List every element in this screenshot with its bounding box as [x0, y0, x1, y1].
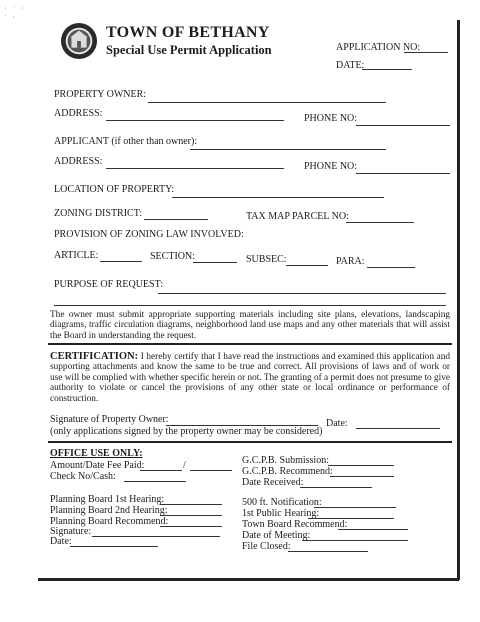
gcpb-recommend-label: G.C.P.B. Recommend: — [242, 466, 333, 477]
date-label: DATE: — [336, 60, 365, 71]
office-use-heading: OFFICE USE ONLY: — [50, 448, 143, 459]
address2-field[interactable] — [106, 168, 284, 169]
gcpb-submission-field[interactable] — [328, 465, 394, 466]
fee-amount-field[interactable] — [140, 470, 182, 471]
pb-2nd-hearing-label: Planning Board 2nd Hearing: — [50, 505, 168, 516]
address-label: ADDRESS: — [54, 108, 103, 119]
purpose-label: PURPOSE OF REQUEST: — [54, 279, 163, 290]
article-label: ARTICLE: — [54, 250, 99, 261]
fee-paid-label: Amount/Date Fee Paid: — [50, 460, 145, 471]
purpose-field-line2[interactable] — [54, 305, 446, 306]
pb-recommend-field[interactable] — [160, 526, 222, 527]
date-received-field[interactable] — [300, 487, 372, 488]
address-field[interactable] — [106, 120, 284, 121]
property-owner-label: PROPERTY OWNER: — [54, 89, 147, 100]
location-field[interactable] — [172, 197, 384, 198]
section-divider — [48, 343, 452, 345]
public-hearing-label: 1st Public Hearing: — [242, 508, 320, 519]
application-no-field[interactable] — [404, 52, 448, 53]
office-signature-field[interactable] — [92, 536, 220, 537]
fee-date-field[interactable] — [190, 470, 232, 471]
provision-label: PROVISION OF ZONING LAW INVOLVED: — [54, 229, 244, 240]
certification-block — [50, 352, 450, 404]
town-board-recommend-label: Town Board Recommend: — [242, 519, 348, 530]
date-received-label: Date Received: — [242, 477, 304, 488]
gcpb-submission-label: G.C.P.B. Submission: — [242, 455, 329, 466]
page-border-right — [457, 20, 460, 580]
gcpb-recommend-field[interactable] — [330, 476, 394, 477]
certification-heading: CERTIFICATION: — [50, 351, 139, 362]
purpose-field[interactable] — [158, 293, 446, 294]
pb-recommend-label: Planning Board Recommend: — [50, 516, 169, 527]
subsec-label: SUBSEC: — [246, 254, 287, 265]
check-no-field[interactable] — [124, 481, 186, 482]
file-closed-field[interactable] — [288, 551, 368, 552]
applicant-label: APPLICANT (if other than owner): — [54, 136, 198, 147]
certification-text: I hereby certify that I have read the instructions and examined this application and supporting attachments and know the same to be true and correct. All provisions of laws and of work or use will be complied with whether specific herein or not. The granting of a permit does not presume to give authority to violate or cancel the provisions of any other state or local ordinance or performance of construction. — [50, 352, 451, 404]
town-name: TOWN OF BETHANY — [106, 24, 270, 41]
town-seal-logo — [60, 22, 98, 60]
office-date-field[interactable] — [70, 546, 158, 547]
applicant-field[interactable] — [190, 149, 386, 150]
section-divider-2 — [48, 441, 452, 443]
subsec-field[interactable] — [286, 265, 328, 266]
application-no-label: APPLICATION NO: — [336, 42, 421, 53]
scan-specks: · ˙ · ˙ · — [4, 4, 26, 22]
file-closed-label: File Closed: — [242, 541, 291, 552]
zoning-district-field[interactable] — [144, 219, 208, 220]
para-field[interactable] — [367, 267, 415, 268]
date-field[interactable] — [362, 69, 412, 70]
phone-field[interactable] — [356, 125, 450, 126]
zoning-district-label: ZONING DISTRICT: — [54, 208, 143, 219]
location-label: LOCATION OF PROPERTY: — [54, 184, 175, 195]
signature-date-field[interactable] — [356, 428, 440, 429]
owner-signature-label: Signature of Property Owner: — [50, 414, 169, 425]
address2-label: ADDRESS: — [54, 156, 103, 167]
office-date-label: Date: — [50, 536, 72, 547]
meeting-date-field[interactable] — [302, 540, 408, 541]
pb-1st-hearing-label: Planning Board 1st Hearing: — [50, 494, 165, 505]
check-no-label: Check No/Cash: — [50, 471, 116, 482]
phone2-label: PHONE NO: — [304, 161, 358, 172]
section-label: SECTION: — [150, 251, 195, 262]
section-field[interactable] — [193, 262, 237, 263]
pb-2nd-hearing-field[interactable] — [160, 515, 222, 516]
page-border-bottom — [38, 578, 459, 581]
signature-date-label: Date: — [326, 418, 348, 429]
form-title: Special Use Permit Application — [106, 43, 272, 57]
town-board-recommend-field[interactable] — [338, 529, 408, 530]
para-label: PARA: — [336, 256, 365, 267]
property-owner-field[interactable] — [148, 102, 386, 103]
notification-field[interactable] — [314, 507, 396, 508]
notification-label: 500 ft. Notification: — [242, 497, 322, 508]
signature-note: (only applications signed by the property owner may be considered) — [50, 426, 323, 437]
supporting-materials-notice: The owner must submit appropriate supporting materials including site plans, elevations, landscaping diagrams, traffic circulation diagrams, neighborhood land use maps and any other materials that will assist the Board in understanding the request. — [50, 310, 450, 341]
fee-separator: / — [183, 460, 186, 471]
tax-map-field[interactable] — [346, 222, 414, 223]
article-field[interactable] — [100, 261, 142, 262]
tax-map-label: TAX MAP PARCEL NO: — [246, 211, 349, 222]
pb-1st-hearing-field[interactable] — [160, 504, 222, 505]
phone2-field[interactable] — [356, 173, 450, 174]
meeting-date-label: Date of Meeting: — [242, 530, 311, 541]
office-signature-label: Signature: — [50, 526, 92, 537]
phone-label: PHONE NO: — [304, 113, 358, 124]
